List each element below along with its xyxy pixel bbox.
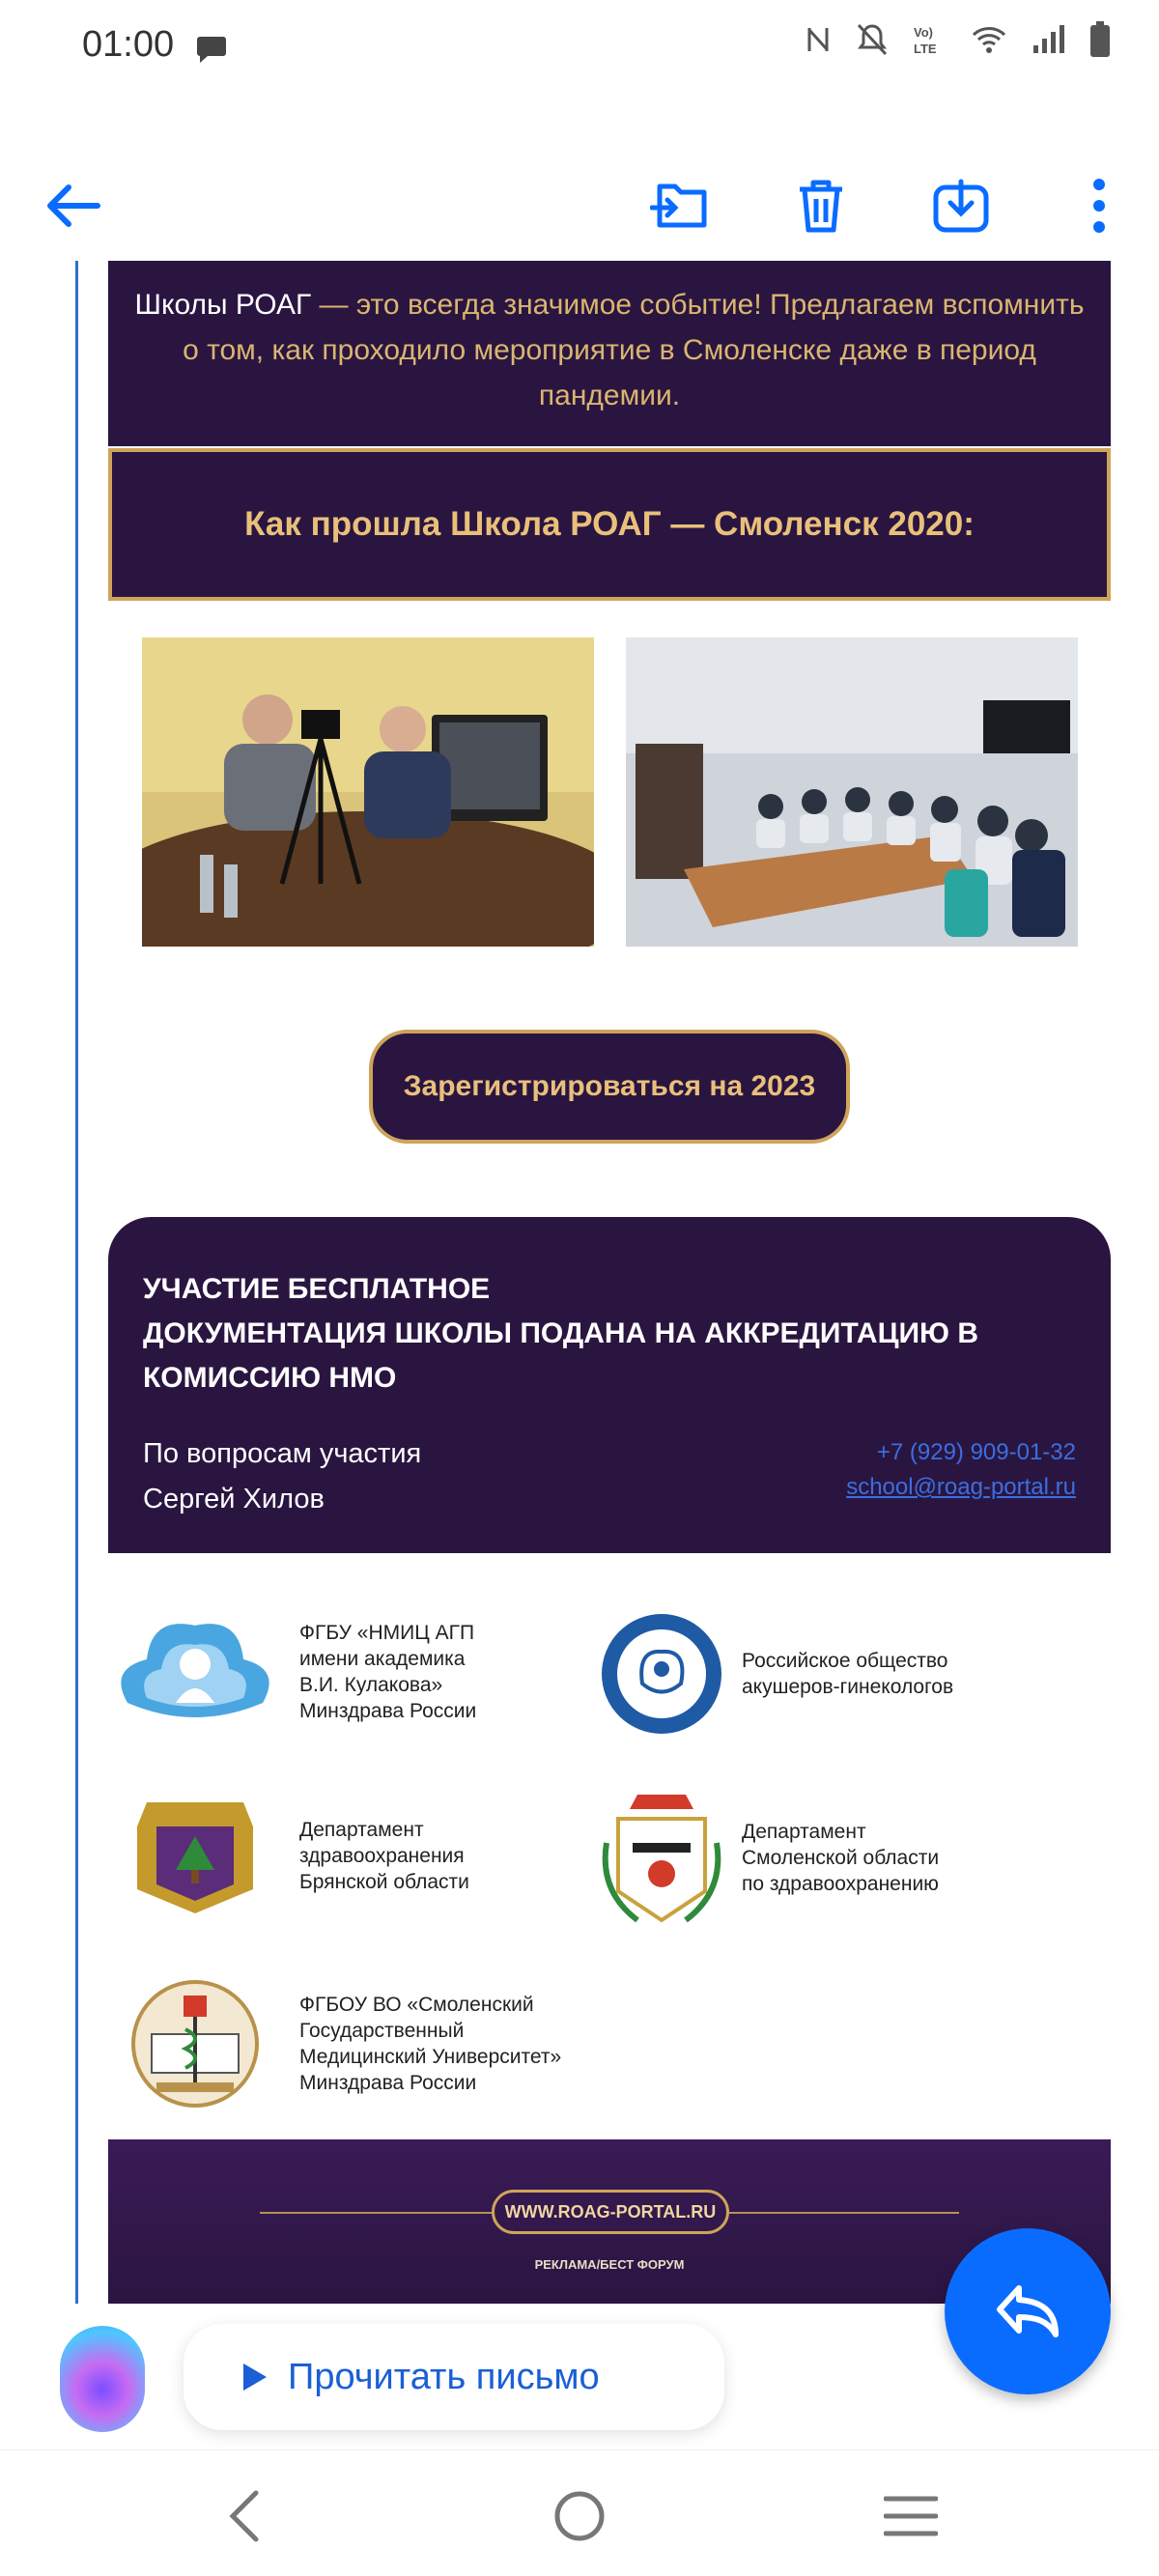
nfc-icon xyxy=(806,24,831,55)
partner-text-smolensk-university: ФГБОУ ВО «Смоленский Государственный Медицинский Университет» Минздрава России xyxy=(299,1994,562,2094)
play-icon xyxy=(240,2361,269,2393)
roag-logo xyxy=(599,1611,724,1737)
download-icon[interactable] xyxy=(927,172,995,240)
partner-smolensk-dept xyxy=(599,1785,939,1930)
trash-icon[interactable] xyxy=(787,172,855,240)
more-vert-icon[interactable] xyxy=(1065,172,1133,240)
contact-links xyxy=(846,1435,1076,1505)
partner-text-roag: Российское общество акушеров-гинекологов xyxy=(742,1650,954,1698)
register-button[interactable]: Зарегистрироваться на 2023 xyxy=(369,1030,850,1144)
contact-block xyxy=(143,1431,421,1522)
signal-icon xyxy=(1032,24,1064,55)
bryansk-coat-of-arms xyxy=(108,1793,282,1918)
section-heading xyxy=(108,448,1111,601)
quote-line xyxy=(75,261,78,2304)
back-arrow-icon[interactable] xyxy=(39,172,106,240)
partner-roag xyxy=(599,1611,953,1737)
email-toolbar xyxy=(0,145,1159,261)
email-link[interactable]: school@roag-portal.ru xyxy=(846,1474,1076,1500)
status-bar xyxy=(0,0,1159,97)
reply-icon xyxy=(994,2282,1061,2340)
status-time: 01:00 xyxy=(82,24,175,65)
read-aloud-label: Прочитать письмо xyxy=(288,2356,600,2397)
adv-label: РЕКЛАМА/БЕСТ ФОРУМ xyxy=(534,2257,685,2272)
footer-divider-right xyxy=(727,2212,959,2214)
email-body xyxy=(108,261,1111,2304)
system-nav-bar xyxy=(0,2449,1159,2576)
home-nav-icon[interactable] xyxy=(546,2487,613,2545)
move-to-folder-icon[interactable] xyxy=(647,172,715,240)
intro-gold: — это всегда значимое событие! Предлагаем вспомнить о том, как проходило мероприятие в Смоленске даже в период пандемии. xyxy=(183,289,1085,411)
intro-white: Школы РОАГ xyxy=(134,289,312,321)
info-title xyxy=(143,1267,993,1401)
phone-link[interactable]: +7 (929) 909-01-32 xyxy=(876,1439,1076,1465)
partner-bryansk xyxy=(108,1793,469,1918)
read-aloud-button[interactable] xyxy=(184,2324,724,2430)
assistant-orb-icon[interactable] xyxy=(60,2326,145,2432)
silent-icon xyxy=(856,22,889,57)
reply-button[interactable] xyxy=(945,2228,1111,2394)
info-title-line2: ДОКУМЕНТАЦИЯ ШКОЛЫ ПОДАНА НА АККРЕДИТАЦИЮ В КОМИССИЮ НМО xyxy=(143,1317,978,1394)
contact-name: Сергей Хилов xyxy=(143,1484,325,1514)
footer-divider-left xyxy=(260,2212,492,2214)
intro-text xyxy=(108,261,1111,446)
partner-kulakov xyxy=(108,1611,476,1732)
smolensk-coat-of-arms xyxy=(599,1785,724,1930)
partner-text-smolensk-dept: Департамент Смоленской области по здравоохранению xyxy=(742,1820,940,1895)
site-link[interactable]: WWW.ROAG-PORTAL.RU xyxy=(492,2190,729,2234)
photo-audience xyxy=(626,637,1078,947)
partners-block xyxy=(108,1553,1111,2133)
svg-text:Vo): Vo) xyxy=(914,25,933,40)
partner-smolensk-university xyxy=(108,1976,561,2111)
partner-text-kulakov: ФГБУ «НМИЦ АГП имени академика В.И. Кулакова» Минздрава России xyxy=(299,1621,477,1722)
info-title-line1: УЧАСТИЕ БЕСПЛАТНОЕ xyxy=(143,1273,491,1305)
back-nav-icon[interactable] xyxy=(211,2487,278,2545)
wifi-icon xyxy=(972,25,1006,54)
battery-icon xyxy=(1089,21,1111,58)
section-heading-text: Как прошла Школа РОАГ — Смоленск 2020: xyxy=(244,505,975,543)
photo-speakers xyxy=(142,637,594,947)
info-block xyxy=(108,1217,1111,1553)
kulakov-logo xyxy=(108,1611,282,1732)
partner-text-bryansk: Департамент здравоохранения Брянской области xyxy=(299,1818,469,1893)
svg-text:LTE: LTE xyxy=(914,42,937,56)
message-icon xyxy=(196,35,227,69)
volte-icon xyxy=(914,22,947,57)
smolensk-university-logo xyxy=(108,1976,282,2111)
contact-label: По вопросам участия xyxy=(143,1438,422,1469)
menu-nav-icon[interactable] xyxy=(877,2487,945,2545)
